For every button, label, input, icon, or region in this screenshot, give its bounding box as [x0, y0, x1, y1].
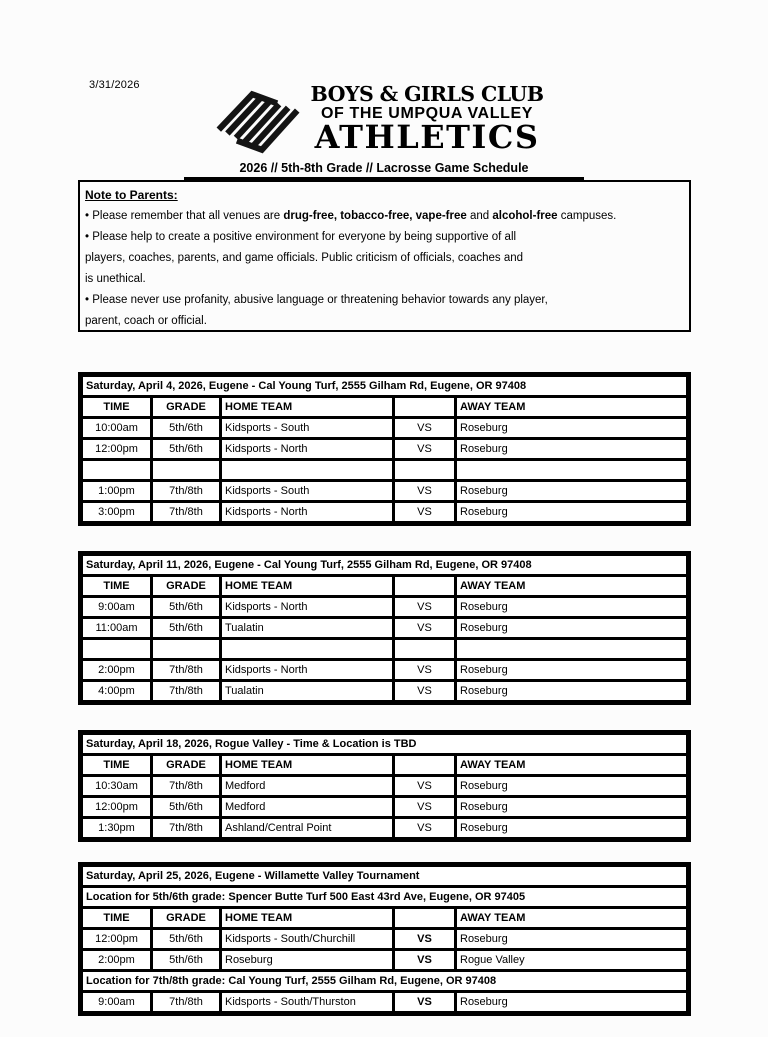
vs-cell: VS [395, 682, 454, 700]
column-header-vs [395, 909, 454, 927]
game-row [83, 951, 686, 969]
schedule-table [78, 551, 691, 705]
game-row [83, 598, 686, 616]
logo [214, 84, 546, 163]
away-team-cell: Roseburg [457, 798, 686, 816]
spacer-row [83, 640, 686, 658]
home-team-cell: Medford [222, 777, 392, 795]
home-team-cell: Roseburg [222, 951, 392, 969]
home-team-cell: Kidsports - North [222, 598, 392, 616]
vs-cell: VS [395, 798, 454, 816]
column-header-away-team: AWAY TEAM [457, 909, 686, 927]
grade-cell: 7th/8th [153, 993, 219, 1011]
game-row [83, 482, 686, 500]
spacer-row [83, 461, 686, 479]
table-title-row [83, 377, 686, 395]
note-segment: parent, coach or official. [85, 315, 207, 327]
vs-cell: VS [395, 482, 454, 500]
away-team-cell: Roseburg [457, 661, 686, 679]
grade-cell: 5th/6th [153, 419, 219, 437]
time-cell: 2:00pm [83, 951, 150, 969]
note-line [85, 227, 681, 248]
note-lines [85, 206, 681, 332]
column-header-grade: GRADE [153, 756, 219, 774]
column-header-time: TIME [83, 756, 150, 774]
time-cell: 10:30am [83, 777, 150, 795]
table-title-row [83, 556, 686, 574]
vs-cell: VS [395, 419, 454, 437]
schedule-title: 2026 // 5th-8th Grade // Lacrosse Game Schedule [184, 161, 584, 180]
game-row [83, 798, 686, 816]
home-team-cell: Kidsports - South [222, 419, 392, 437]
game-row [83, 993, 686, 1011]
time-cell: 4:00pm [83, 682, 150, 700]
schedule-table [78, 862, 691, 1016]
table-date-location: Saturday, April 25, 2026, Eugene - Willamette Valley Tournament [83, 867, 686, 885]
column-header-row [83, 398, 686, 416]
note-line [85, 206, 681, 227]
away-team-cell: Roseburg [457, 930, 686, 948]
title-row [0, 159, 768, 180]
logo-org-subtitle: OF THE UMPQUA VALLEY [321, 105, 533, 122]
location-subheader-row [83, 888, 686, 906]
away-team-cell: Roseburg [457, 777, 686, 795]
column-header-row [83, 756, 686, 774]
away-team-cell: Roseburg [457, 598, 686, 616]
note-line [85, 290, 681, 311]
home-team-cell: Kidsports - South/Thurston [222, 993, 392, 1011]
game-row [83, 440, 686, 458]
grade-cell: 7th/8th [153, 503, 219, 521]
time-cell: 10:00am [83, 419, 150, 437]
home-team-cell: Medford [222, 798, 392, 816]
away-team-cell: Roseburg [457, 440, 686, 458]
logo-athletics-word: ATHLETICS [314, 118, 540, 156]
spacer-cell [153, 640, 219, 658]
grade-cell: 7th/8th [153, 819, 219, 837]
away-team-cell: Rogue Valley [457, 951, 686, 969]
location-subheader-row [83, 972, 686, 990]
away-team-cell: Roseburg [457, 503, 686, 521]
table-date-location: Saturday, April 4, 2026, Eugene - Cal Young Turf, 2555 Gilham Rd, Eugene, OR 97408 [83, 377, 686, 395]
column-header-time: TIME [83, 909, 150, 927]
home-team-cell: Kidsports - North [222, 661, 392, 679]
time-cell: 11:00am [83, 619, 150, 637]
home-team-cell: Tualatin [222, 682, 392, 700]
column-header-vs [395, 756, 454, 774]
column-header-row [83, 577, 686, 595]
game-row [83, 419, 686, 437]
time-cell: 2:00pm [83, 661, 150, 679]
column-header-time: TIME [83, 577, 150, 595]
home-team-cell: Ashland/Central Point [222, 819, 392, 837]
note-to-parents-box [78, 180, 691, 332]
location-subheader: Location for 5th/6th grade: Spencer Butte Turf 500 East 43rd Ave, Eugene, OR 97405 [83, 888, 686, 906]
home-team-cell: Tualatin [222, 619, 392, 637]
grade-cell: 5th/6th [153, 440, 219, 458]
grade-cell: 5th/6th [153, 598, 219, 616]
column-header-grade: GRADE [153, 577, 219, 595]
column-header-home-team: HOME TEAM [222, 398, 392, 416]
grade-cell: 5th/6th [153, 951, 219, 969]
game-row [83, 777, 686, 795]
time-cell: 1:00pm [83, 482, 150, 500]
bgc-clasped-hands-icon [214, 86, 302, 163]
column-header-away-team: AWAY TEAM [457, 398, 686, 416]
spacer-cell [222, 640, 392, 658]
note-segment: • Please remember that all venues are [85, 210, 284, 222]
schedule-table [78, 372, 691, 526]
grade-cell: 7th/8th [153, 777, 219, 795]
home-team-cell: Kidsports - North [222, 503, 392, 521]
game-row [83, 661, 686, 679]
table-title-row [83, 735, 686, 753]
spacer-cell [83, 640, 150, 658]
vs-cell: VS [395, 993, 454, 1011]
time-cell: 1:30pm [83, 819, 150, 837]
spacer-cell [153, 461, 219, 479]
grade-cell: 7th/8th [153, 682, 219, 700]
table-title-row [83, 867, 686, 885]
game-row [83, 503, 686, 521]
column-header-home-team: HOME TEAM [222, 756, 392, 774]
game-row [83, 682, 686, 700]
vs-cell: VS [395, 819, 454, 837]
note-segment: is unethical. [85, 273, 146, 285]
vs-cell: VS [395, 777, 454, 795]
away-team-cell: Roseburg [457, 682, 686, 700]
away-team-cell: Roseburg [457, 482, 686, 500]
home-team-cell: Kidsports - South/Churchill [222, 930, 392, 948]
spacer-cell [457, 640, 686, 658]
note-line [85, 311, 681, 332]
column-header-time: TIME [83, 398, 150, 416]
note-segment: and [466, 210, 493, 222]
column-header-row [83, 909, 686, 927]
home-team-cell: Kidsports - South [222, 482, 392, 500]
away-team-cell: Roseburg [457, 619, 686, 637]
grade-cell: 5th/6th [153, 619, 219, 637]
note-heading: Note to Parents: [85, 188, 178, 202]
spacer-cell [457, 461, 686, 479]
spacer-cell [83, 461, 150, 479]
column-header-home-team: HOME TEAM [222, 577, 392, 595]
column-header-vs [395, 398, 454, 416]
home-team-cell: Kidsports - North [222, 440, 392, 458]
document-date: 3/31/2026 [89, 79, 140, 91]
vs-cell: VS [395, 503, 454, 521]
grade-cell: 5th/6th [153, 798, 219, 816]
grade-cell: 5th/6th [153, 930, 219, 948]
away-team-cell: Roseburg [457, 419, 686, 437]
note-line [85, 248, 681, 269]
vs-cell: VS [395, 661, 454, 679]
table-date-location: Saturday, April 18, 2026, Rogue Valley - Time & Location is TBD [83, 735, 686, 753]
time-cell: 9:00am [83, 993, 150, 1011]
note-segment: • Please help to create a positive environment for everyone by being supportive of all [85, 231, 517, 243]
vs-cell: VS [395, 598, 454, 616]
away-team-cell: Roseburg [457, 819, 686, 837]
vs-cell: VS [395, 440, 454, 458]
game-row [83, 930, 686, 948]
note-bold-segment: alcohol-free [492, 210, 558, 222]
spacer-cell [395, 640, 454, 658]
location-subheader: Location for 7th/8th grade: Cal Young Turf, 2555 Gilham Rd, Eugene, OR 97408 [83, 972, 686, 990]
vs-cell: VS [395, 619, 454, 637]
game-row [83, 619, 686, 637]
note-segment: campuses. [557, 210, 617, 222]
time-cell: 12:00pm [83, 440, 150, 458]
vs-cell: VS [395, 930, 454, 948]
game-row [83, 819, 686, 837]
schedule-table [78, 730, 691, 842]
time-cell: 12:00pm [83, 930, 150, 948]
logo-org-name: BOYS & GIRLS CLUB [310, 82, 544, 106]
grade-cell: 7th/8th [153, 661, 219, 679]
time-cell: 12:00pm [83, 798, 150, 816]
spacer-cell [395, 461, 454, 479]
away-team-cell: Roseburg [457, 993, 686, 1011]
note-bold-segment: drug-free, tobacco-free, vape-free [283, 210, 467, 222]
column-header-away-team: AWAY TEAM [457, 756, 686, 774]
note-segment: • Please never use profanity, abusive language or threatening behavior towards any player, [85, 294, 548, 306]
table-date-location: Saturday, April 11, 2026, Eugene - Cal Young Turf, 2555 Gilham Rd, Eugene, OR 97408 [83, 556, 686, 574]
time-cell: 3:00pm [83, 503, 150, 521]
note-segment: players, coaches, parents, and game officials. Public criticism of officials, coaches and [85, 252, 524, 264]
spacer-cell [222, 461, 392, 479]
column-header-grade: GRADE [153, 398, 219, 416]
logo-text [308, 82, 546, 156]
column-header-grade: GRADE [153, 909, 219, 927]
column-header-home-team: HOME TEAM [222, 909, 392, 927]
grade-cell: 7th/8th [153, 482, 219, 500]
column-header-vs [395, 577, 454, 595]
vs-cell: VS [395, 951, 454, 969]
column-header-away-team: AWAY TEAM [457, 577, 686, 595]
note-line [85, 269, 681, 290]
time-cell: 9:00am [83, 598, 150, 616]
